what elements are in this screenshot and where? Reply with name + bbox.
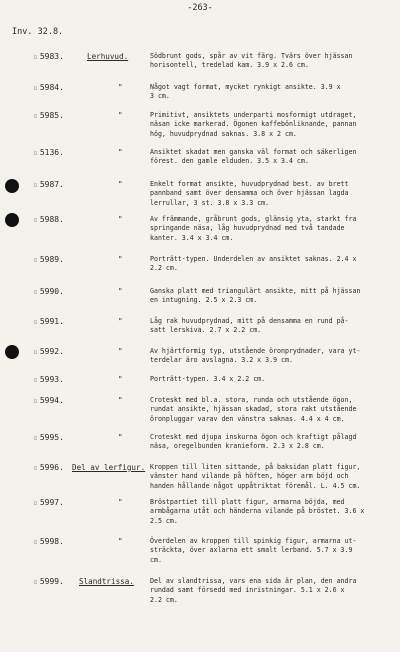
- entry-description: Kroppen till liten sittande, på baksidan platt figur, vänster hand vilande på höften, höger arm böjd och handen hållande något uppåtriktat föremål. L. 4.5 cm.: [150, 463, 361, 490]
- entry-number: 5992.: [39, 347, 64, 356]
- entry-description: Södbrunt gods, spår av vit färg. Tvärs över hjässan horisontell, tredelad kam. 3.9 x 2.6 cm.: [150, 52, 353, 70]
- entry-description: Låg rak huvudprydnad, mitt på densamma en rund på- satt lerskiva. 2.7 x 2.2 cm.: [150, 317, 349, 335]
- entry-number: 5984.: [39, 83, 64, 92]
- entry-category: ": [118, 537, 123, 546]
- entry-number: 5998.: [39, 537, 64, 546]
- entry-number: 5995.: [39, 433, 64, 442]
- entry-category: ": [118, 148, 123, 157]
- entry-description: Ganska platt med triangulärt ansikte, mitt på hjässan en intugning. 2.5 x 2.3 cm.: [150, 287, 361, 305]
- entry-category: Slandtrissa.: [79, 577, 134, 586]
- punch-hole: [5, 345, 19, 359]
- entry-number: 5990.: [39, 287, 64, 296]
- entry-category: ": [118, 255, 123, 264]
- entry-number: 5997.: [39, 498, 64, 507]
- entry-number: 5983.: [39, 52, 64, 61]
- entry-description: Primitivt, ansiktets underparti mosformigt utdraget, näsan icke markerad. Ögonen kaffebönliknande, pannan hög, huvudprydnad saknas. 3.8 x 2 cm.: [150, 111, 357, 138]
- entry-number: 5994.: [39, 396, 64, 405]
- entry-description: Överdelen av kroppen till spinkig figur, armarna ut- sträckta, över axlarna ett smalt lerband. 5.7 x 3.9 cm.: [150, 537, 357, 564]
- entry-category: ": [118, 396, 123, 405]
- entry-category: Del av lerfigur.: [72, 463, 146, 472]
- entry-category: ": [118, 498, 123, 507]
- entry-description: Bröstpartiet till platt figur, armarna böjda, med armbågarna utåt och händerna vilande på bröstet. 3.6 x 2.5 cm.: [150, 498, 365, 525]
- entry-number: 5985.: [39, 111, 64, 120]
- entry-description: Croteskt med bl.a. stora, runda och utstående ögon, rundat ansikte, hjässan skadad, stora rakt utstående öronpluggar varav den vänstra saknas. 4.4 x 4 cm.: [150, 396, 357, 423]
- entry-description: Av hjärtformig typ, utstående öronprydnader, vara yt- terdelar äro avslagna. 3.2 x 3.9 cm.: [150, 347, 361, 365]
- entry-description: Porträtt-typen. 3.4 x 2.2 cm.: [150, 375, 266, 383]
- entry-category: Lerhuvud.: [87, 52, 129, 61]
- entry-category: ": [118, 111, 123, 120]
- entry-description: Porträtt-typen. Underdelen av ansiktet saknas. 2.4 x 2.2 cm.: [150, 255, 357, 273]
- entry-category: ": [118, 347, 123, 356]
- entry-number: 5993.: [39, 375, 64, 384]
- entry-number: 5988.: [39, 215, 64, 224]
- entry-number: 5987.: [39, 180, 64, 189]
- entry-category: ": [118, 83, 123, 92]
- entry-number: 5996.: [39, 463, 64, 472]
- entry-number: 5136.: [39, 148, 64, 157]
- inventory-label: Inv. 32.8.: [12, 27, 64, 37]
- entry-description: Enkelt format ansikte, huvudprydnad best. av brett pannband samt över densamma och över hjässan lagda lerrullar, 3 st. 3.8 x 3.3 cm.: [150, 180, 349, 207]
- entry-description: Croteskt med djupa inskurna ögon och kraftigt pålagd näsa, oregelbunden kranieform. 2.3 x 2.8 cm.: [150, 433, 357, 451]
- entry-category: ": [118, 215, 123, 224]
- entry-number: 5989.: [39, 255, 64, 264]
- page-number: -263-: [187, 3, 213, 13]
- entry-description: Något vagt format, mycket rynkigt ansikte. 3.9 x 3 cm.: [150, 83, 341, 101]
- punch-hole: [5, 213, 19, 227]
- entry-category: ": [118, 317, 123, 326]
- entry-description: Av främmande, gråbrunt gods, glänsig yta, starkt fra springande näsa, låg huvudprydnad med två tandade kanter. 3.4 x 3.4 cm.: [150, 215, 357, 242]
- entry-category: ": [118, 375, 123, 384]
- entry-description: Ansiktet skadat men ganska väl format och säkerligen förest. den gamle elduden. 3.5 x 3.4 cm.: [150, 148, 357, 166]
- entry-number: 5991.: [39, 317, 64, 326]
- entry-category: ": [118, 433, 123, 442]
- entry-number: 5999.: [39, 577, 64, 586]
- punch-hole: [5, 179, 19, 193]
- entry-description: Del av slandtrissa, vars ena sida är plan, den andra rundad samt försedd med inristningar. 5.1 x 2.6 x 2.2 cm.: [150, 577, 357, 604]
- entry-category: ": [118, 180, 123, 189]
- entry-category: ": [118, 287, 123, 296]
